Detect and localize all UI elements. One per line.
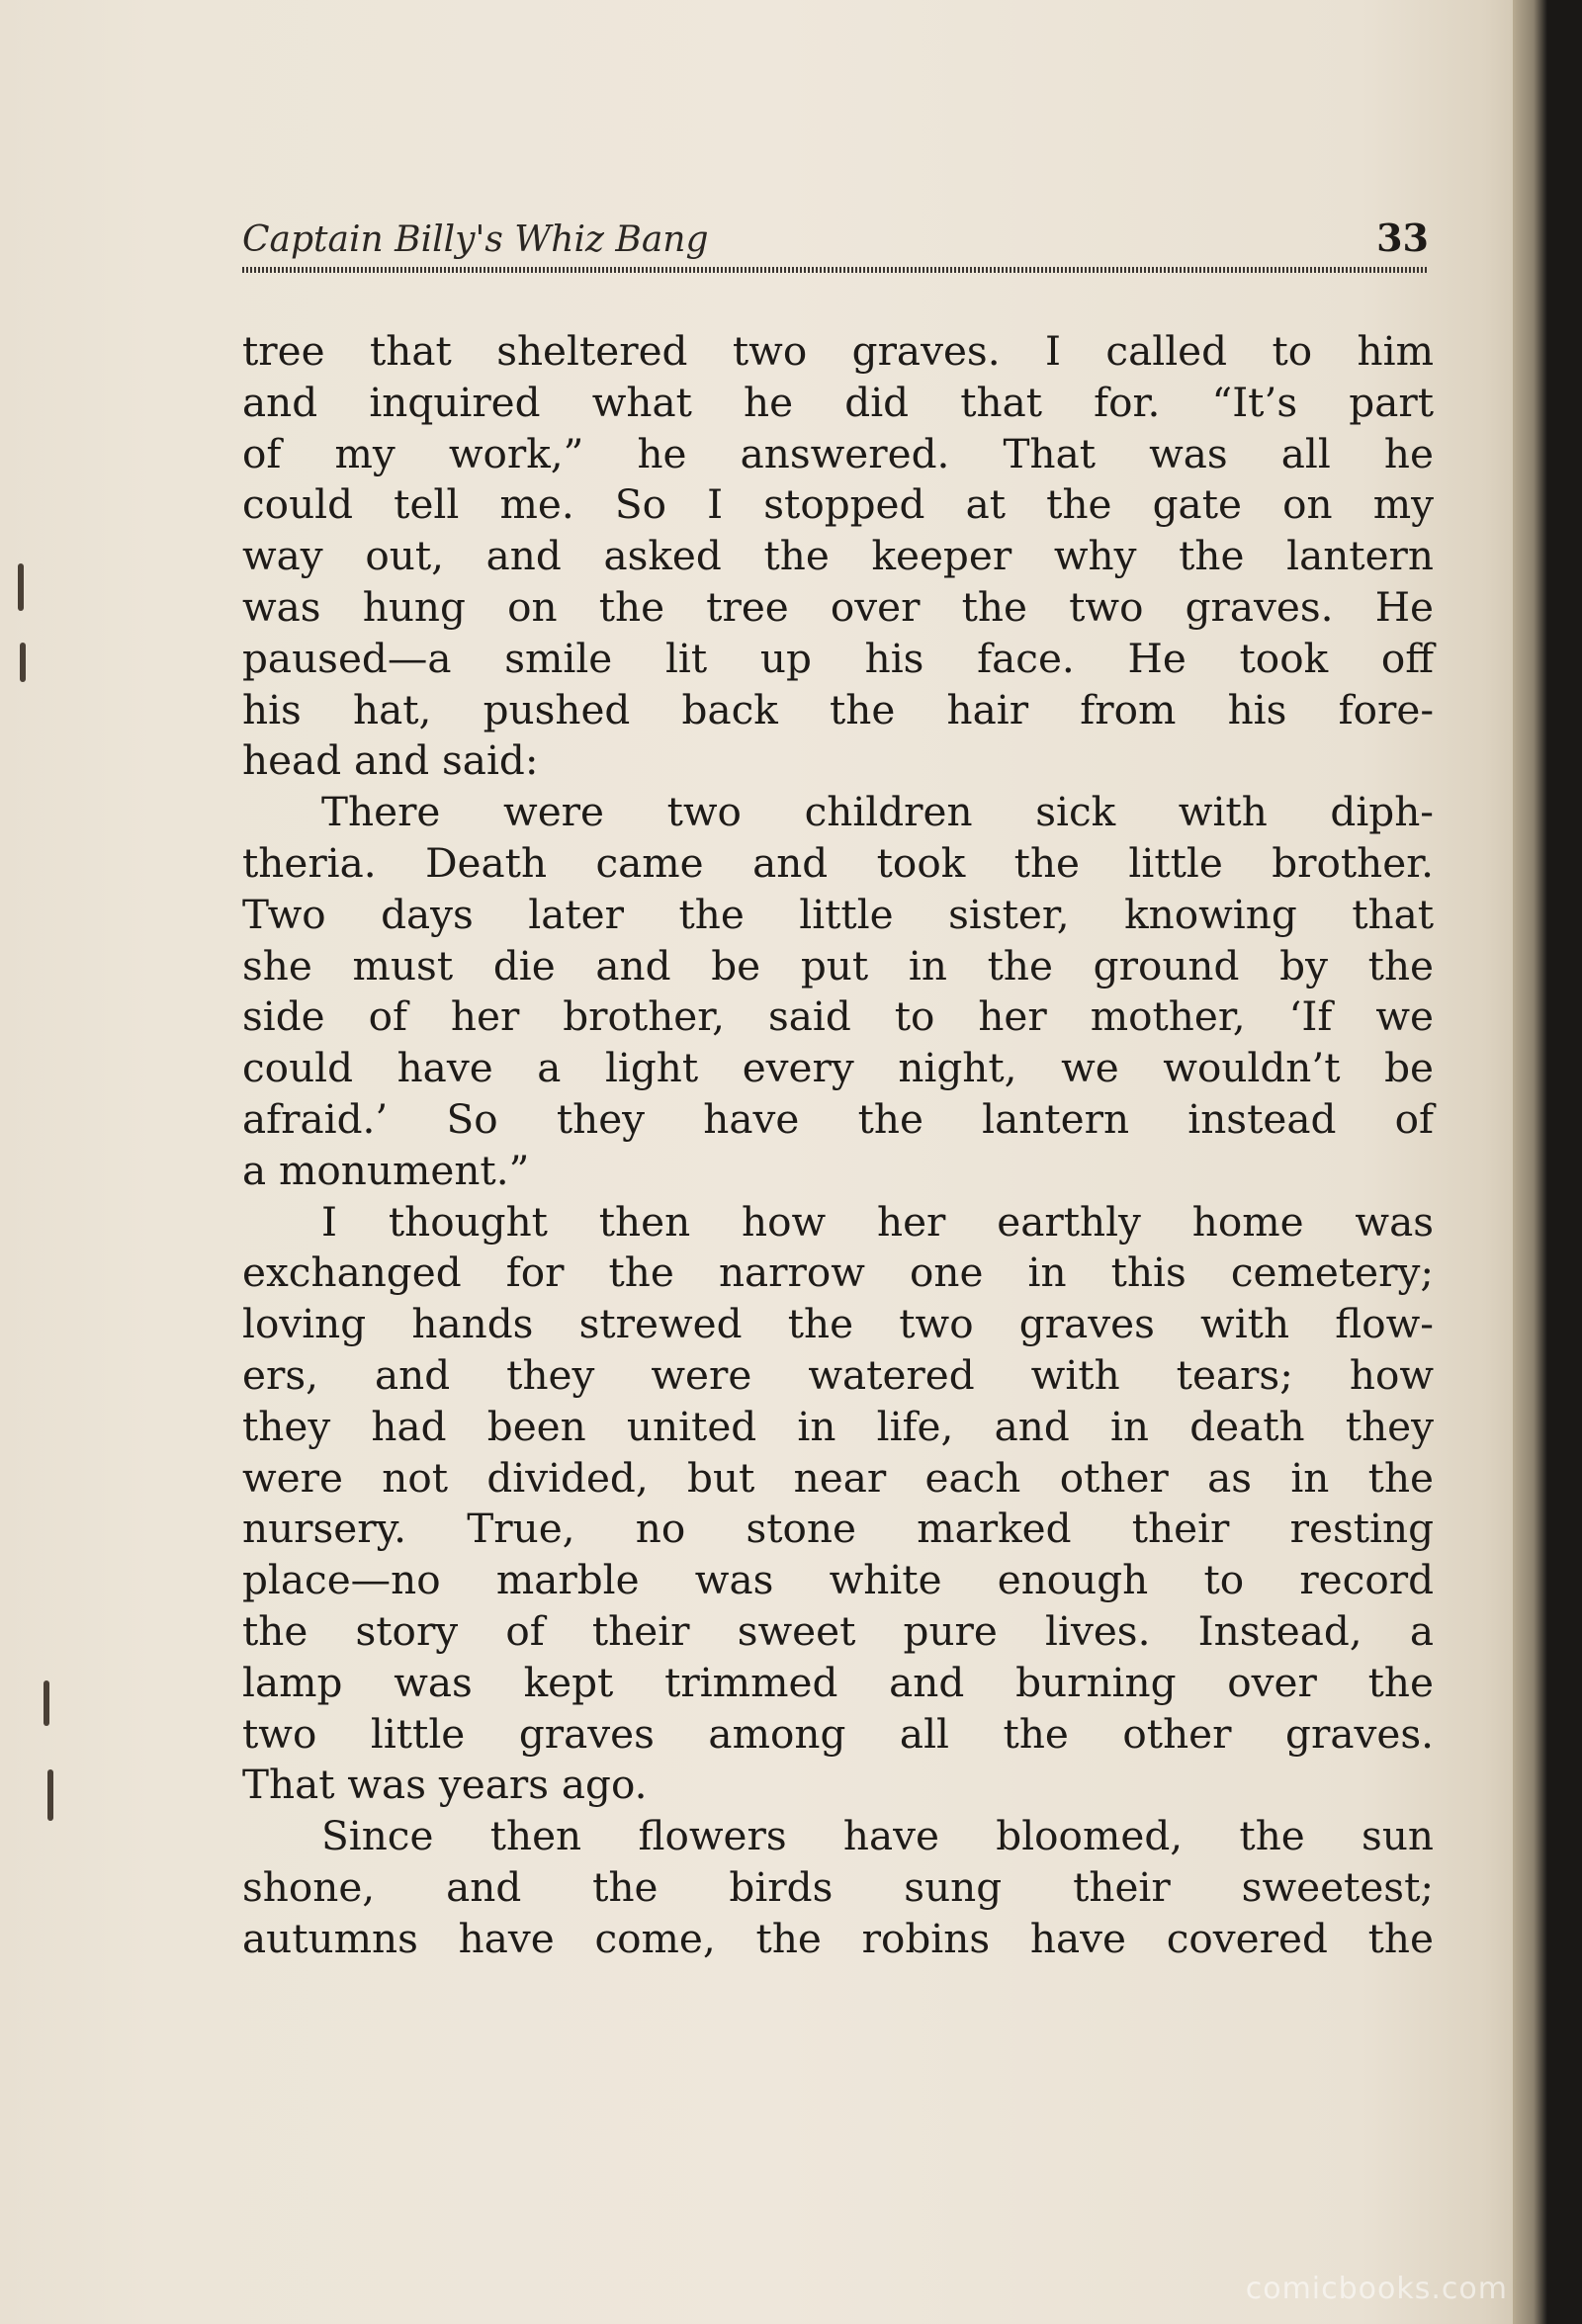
text-line: ers, and they were watered with tears; how: [242, 1350, 1434, 1399]
text-line: head and said:: [242, 736, 539, 785]
text-line: paused—a smile lit up his face. He took off: [242, 634, 1434, 682]
text-line: of my work,” he answered. That was all he: [242, 429, 1434, 477]
margin-speck: [20, 643, 26, 682]
text-line: was hung on the tree over the two graves. He: [242, 582, 1434, 631]
margin-speck: [18, 563, 24, 611]
text-line: That was years ago.: [242, 1761, 648, 1809]
running-title: Captain Billy's Whiz Bang: [242, 219, 709, 260]
text-line: There were two children sick with diph-: [321, 788, 1434, 836]
body-text: [242, 326, 1434, 1965]
text-line: theria. Death came and took the little brother.: [242, 838, 1434, 887]
text-line: side of her brother, said to her mother, ‘If we: [242, 992, 1434, 1041]
text-line: afraid.’ So they have the lantern instead of: [242, 1094, 1434, 1143]
text-line: place—no marble was white enough to record: [242, 1556, 1434, 1604]
text-line: loving hands strewed the two graves with flow-: [242, 1300, 1434, 1348]
margin-speck: [47, 1769, 53, 1821]
site-watermark: comicbooks.com: [1245, 2272, 1508, 2306]
page-edge-shadow: [1513, 0, 1547, 2324]
margin-speck: [44, 1680, 49, 1726]
text-line: tree that sheltered two graves. I called to him: [242, 327, 1434, 375]
text-line: and inquired what he did that for. “It’s part: [242, 378, 1434, 426]
header-rule: [242, 267, 1429, 273]
running-header: [242, 215, 1429, 279]
text-line: they had been united in life, and in death they: [242, 1402, 1434, 1450]
text-line: Since then flowers have bloomed, the sun: [321, 1812, 1434, 1860]
text-line: the story of their sweet pure lives. Instead, a: [242, 1606, 1434, 1655]
text-line: lamp was kept trimmed and burning over the: [242, 1658, 1434, 1706]
text-line: his hat, pushed back the hair from his fore-: [242, 685, 1434, 733]
text-line: I thought then how her earthly home was: [321, 1197, 1434, 1246]
text-line: a monument.”: [242, 1146, 530, 1194]
text-line: nursery. True, no stone marked their resting: [242, 1505, 1434, 1553]
text-line: two little graves among all the other graves.: [242, 1709, 1434, 1758]
text-line: way out, and asked the keeper why the lantern: [242, 532, 1434, 580]
text-line: autumns have come, the robins have covered the: [242, 1914, 1434, 1962]
text-line: exchanged for the narrow one in this cemetery;: [242, 1248, 1434, 1297]
page-number: 33: [1376, 215, 1429, 260]
text-line: could have a light every night, we wouldn’t be: [242, 1044, 1434, 1092]
text-line: Two days later the little sister, knowing that: [242, 890, 1434, 938]
text-line: shone, and the birds sung their sweetest;: [242, 1862, 1434, 1911]
text-line: were not divided, but near each other as in the: [242, 1453, 1434, 1502]
text-line: she must die and be put in the ground by the: [242, 941, 1434, 990]
text-line: could tell me. So I stopped at the gate on my: [242, 480, 1434, 529]
